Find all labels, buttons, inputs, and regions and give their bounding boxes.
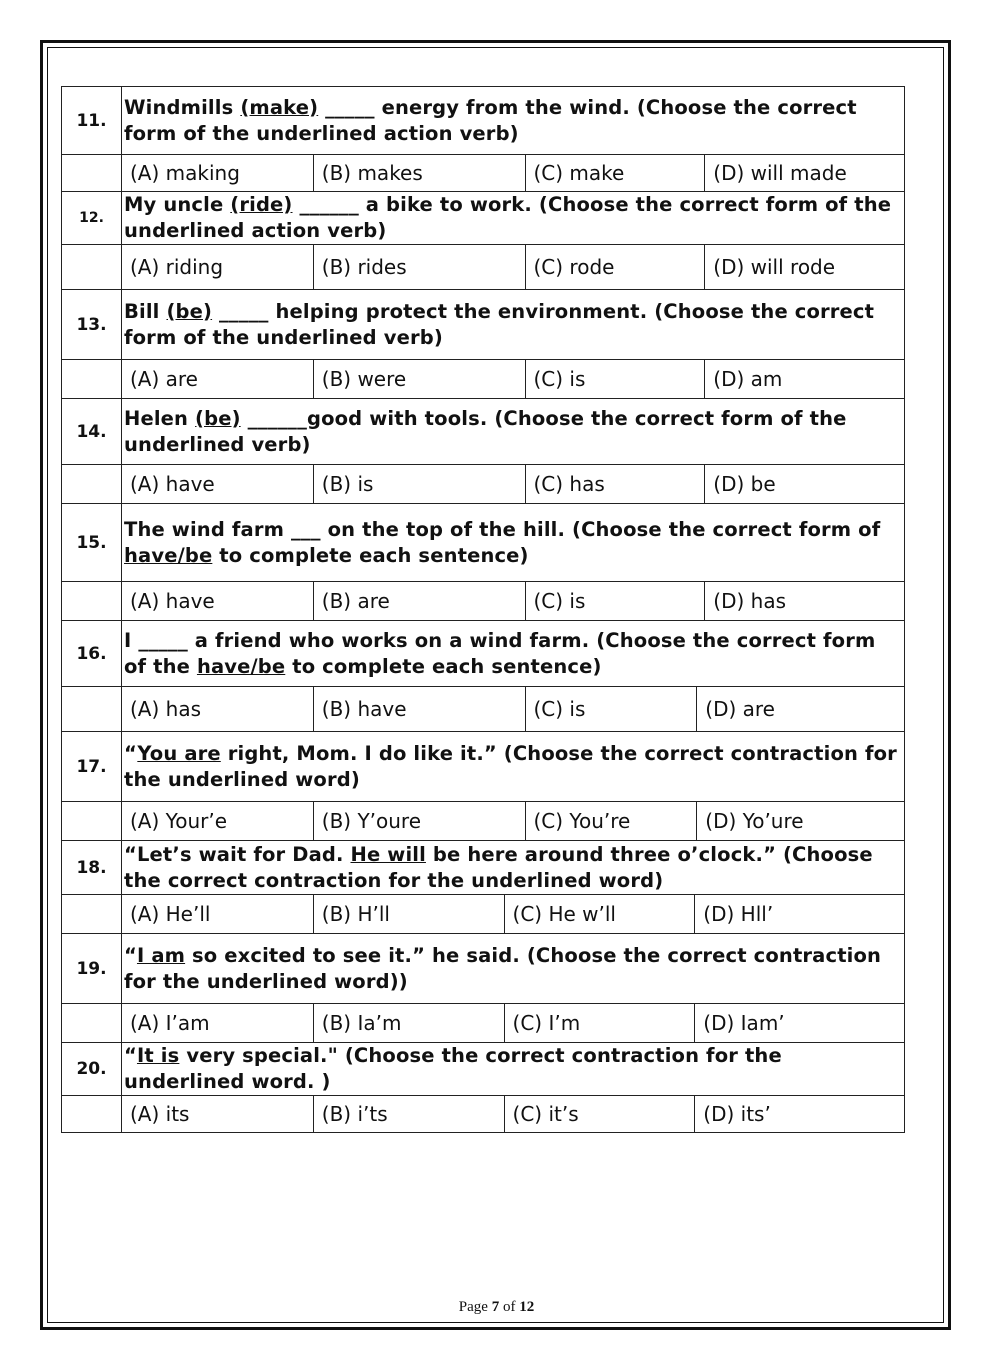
stem-text: _____ helping protect the environment. (Choose the correct form of the underlined verb): [124, 299, 875, 349]
underlined-word: (make): [240, 95, 319, 119]
question-stem-row: [62, 732, 905, 802]
question-number: 14.: [62, 399, 122, 465]
questions-table: [61, 86, 905, 1133]
question-stem-row: [62, 934, 905, 1004]
underlined-word: It is: [136, 1044, 180, 1067]
stem-text: Windmills: [124, 95, 241, 119]
answer-option[interactable]: (A) have: [130, 589, 215, 613]
options-group: [122, 465, 904, 503]
question-options-row: [62, 582, 905, 621]
stem-text: The wind farm ___ on the top of the hill. (Choose the correct form of: [124, 517, 881, 541]
question-stem: [122, 934, 905, 1004]
answer-option[interactable]: (A) has: [130, 697, 201, 721]
answer-option[interactable]: (A) riding: [130, 255, 224, 279]
stem-text: right, Mom. I do like it.” (Choose the correct contraction for the underlined word): [124, 741, 897, 791]
underlined-word: (be): [195, 406, 241, 430]
options-group: [122, 687, 904, 731]
question-stem: [122, 732, 905, 802]
options-spacer: [62, 895, 122, 934]
answer-option[interactable]: (D) will rode: [704, 245, 904, 289]
stem-text: “Let’s wait for Dad.: [124, 842, 351, 866]
options-group: [122, 155, 904, 191]
answer-option[interactable]: (C) is: [525, 582, 705, 620]
question-number: 16.: [62, 621, 122, 687]
question-options-row: [62, 465, 905, 504]
footer-prefix: Page: [458, 1299, 488, 1315]
stem-text: _____ energy from the wind. (Choose the correct form of the underlined action verb): [124, 95, 857, 145]
page-footer: [0, 1299, 993, 1316]
options-spacer: [62, 155, 122, 192]
options-group: [122, 245, 904, 289]
options-group: [122, 802, 904, 840]
options-spacer: [62, 687, 122, 732]
answer-option[interactable]: (A) Your’e: [130, 809, 228, 833]
underlined-word: have/be: [124, 543, 213, 567]
answer-option[interactable]: (B) rides: [313, 245, 525, 289]
answer-option[interactable]: (B) have: [313, 687, 525, 731]
question-stem-row: [62, 841, 905, 895]
stem-text: to complete each sentence): [212, 543, 529, 567]
answer-option[interactable]: (C) I’m: [504, 1004, 695, 1042]
options-group: [122, 895, 904, 933]
question-number: 18.: [62, 841, 122, 895]
answer-option[interactable]: (A) are: [130, 367, 198, 391]
options-spacer: [62, 1096, 122, 1133]
question-options-row: [62, 1004, 905, 1043]
question-stem: [122, 504, 905, 582]
question-stem-row: [62, 290, 905, 360]
answer-option[interactable]: (C) is: [525, 360, 705, 398]
stem-text: “: [124, 741, 138, 765]
question-options-row: [62, 802, 905, 841]
question-options-row: [62, 1096, 905, 1133]
question-number: 15.: [62, 504, 122, 582]
options-spacer: [62, 465, 122, 504]
question-stem-row: [62, 1043, 905, 1096]
answer-option[interactable]: (D) Hll’: [694, 895, 904, 933]
question-options-row: [62, 245, 905, 290]
stem-text: Helen: [124, 406, 196, 430]
question-stem-row: [62, 621, 905, 687]
stem-text: Bill: [124, 299, 167, 323]
answer-option[interactable]: (D) will made: [704, 155, 904, 191]
footer-of: of: [502, 1299, 516, 1315]
answer-option[interactable]: (D) its’: [694, 1096, 904, 1132]
underlined-word: (ride): [230, 193, 293, 216]
stem-text: be here around three o’clock.” (Choose the correct contraction for the underlined word): [124, 842, 873, 892]
answer-option[interactable]: (C) is: [525, 687, 697, 731]
question-stem-row: [62, 399, 905, 465]
underlined-word: He will: [350, 842, 426, 866]
underlined-word: (be): [166, 299, 213, 323]
question-stem: [122, 399, 905, 465]
answer-option[interactable]: (A) have: [130, 472, 215, 496]
footer-page-total: 12: [519, 1299, 535, 1315]
footer-page-number: 7: [491, 1299, 500, 1315]
answer-option[interactable]: (B) were: [313, 360, 525, 398]
options-spacer: [62, 802, 122, 841]
stem-text: I _____ a friend who works on a wind farm. (Choose the correct form of the: [124, 628, 876, 678]
answer-option[interactable]: (D) am: [704, 360, 904, 398]
underlined-word: have/be: [196, 654, 286, 678]
stem-text: “: [124, 1044, 137, 1067]
stem-text: very special." (Choose the correct contraction for the underlined word. ): [124, 1044, 782, 1093]
question-stem: [122, 621, 905, 687]
answer-option[interactable]: (B) makes: [313, 155, 525, 191]
question-stem: [122, 841, 905, 895]
answer-option[interactable]: (A) its: [130, 1102, 190, 1126]
question-options-row: [62, 687, 905, 732]
options-spacer: [62, 360, 122, 399]
options-group: [122, 1096, 904, 1132]
answer-option[interactable]: (A) I’am: [130, 1011, 210, 1035]
question-options-row: [62, 895, 905, 934]
answer-option[interactable]: (C) it’s: [504, 1096, 695, 1132]
answer-option[interactable]: (B) Y’oure: [313, 802, 525, 840]
stem-text: to complete each sentence): [285, 654, 602, 678]
answer-option[interactable]: (C) You’re: [525, 802, 697, 840]
question-number: 12.: [62, 192, 122, 245]
question-number: 11.: [62, 87, 122, 155]
stem-text: “: [124, 943, 137, 967]
answer-option[interactable]: (A) He’ll: [130, 902, 211, 926]
underlined-word: I am: [136, 943, 186, 967]
question-number: 20.: [62, 1043, 122, 1096]
answer-option[interactable]: (C) He w’ll: [504, 895, 695, 933]
options-spacer: [62, 1004, 122, 1043]
answer-option[interactable]: (C) rode: [525, 245, 705, 289]
answer-option[interactable]: (D) are: [696, 687, 904, 731]
stem-text: so excited to see it.” he said. (Choose the correct contraction for the underlined word)): [124, 943, 882, 993]
options-spacer: [62, 582, 122, 621]
question-stem-row: [62, 192, 905, 245]
options-group: [122, 582, 904, 620]
question-options-row: [62, 360, 905, 399]
answer-option[interactable]: (B) are: [313, 582, 525, 620]
options-group: [122, 360, 904, 398]
stem-text: ______good with tools. (Choose the correct form of the underlined verb): [124, 406, 847, 456]
answer-option[interactable]: (D) Iam’: [694, 1004, 904, 1042]
answer-option[interactable]: (C) make: [525, 155, 705, 191]
question-options-row: [62, 155, 905, 192]
question-stem: [122, 87, 905, 155]
question-stem-row: [62, 504, 905, 582]
answer-option[interactable]: (C) has: [525, 465, 705, 503]
underlined-word: You are: [137, 741, 221, 765]
options-group: [122, 1004, 904, 1042]
stem-text: My uncle: [124, 193, 231, 216]
question-number: 17.: [62, 732, 122, 802]
question-stem: [122, 1043, 905, 1096]
answer-option[interactable]: (B) i’ts: [313, 1096, 504, 1132]
answer-option[interactable]: (B) H’ll: [313, 895, 504, 933]
question-stem: [122, 290, 905, 360]
answer-option[interactable]: (D) has: [704, 582, 904, 620]
question-number: 19.: [62, 934, 122, 1004]
answer-option[interactable]: (D) be: [704, 465, 904, 503]
answer-option[interactable]: (A) making: [130, 161, 240, 185]
answer-option[interactable]: (D) Yo’ure: [696, 802, 904, 840]
answer-option[interactable]: (B) is: [313, 465, 525, 503]
question-stem: [122, 192, 905, 245]
options-spacer: [62, 245, 122, 290]
question-stem-row: [62, 87, 905, 155]
stem-text: ______ a bike to work. (Choose the correct form of the underlined action verb): [124, 193, 892, 242]
question-number: 13.: [62, 290, 122, 360]
answer-option[interactable]: (B) Ia’m: [313, 1004, 504, 1042]
